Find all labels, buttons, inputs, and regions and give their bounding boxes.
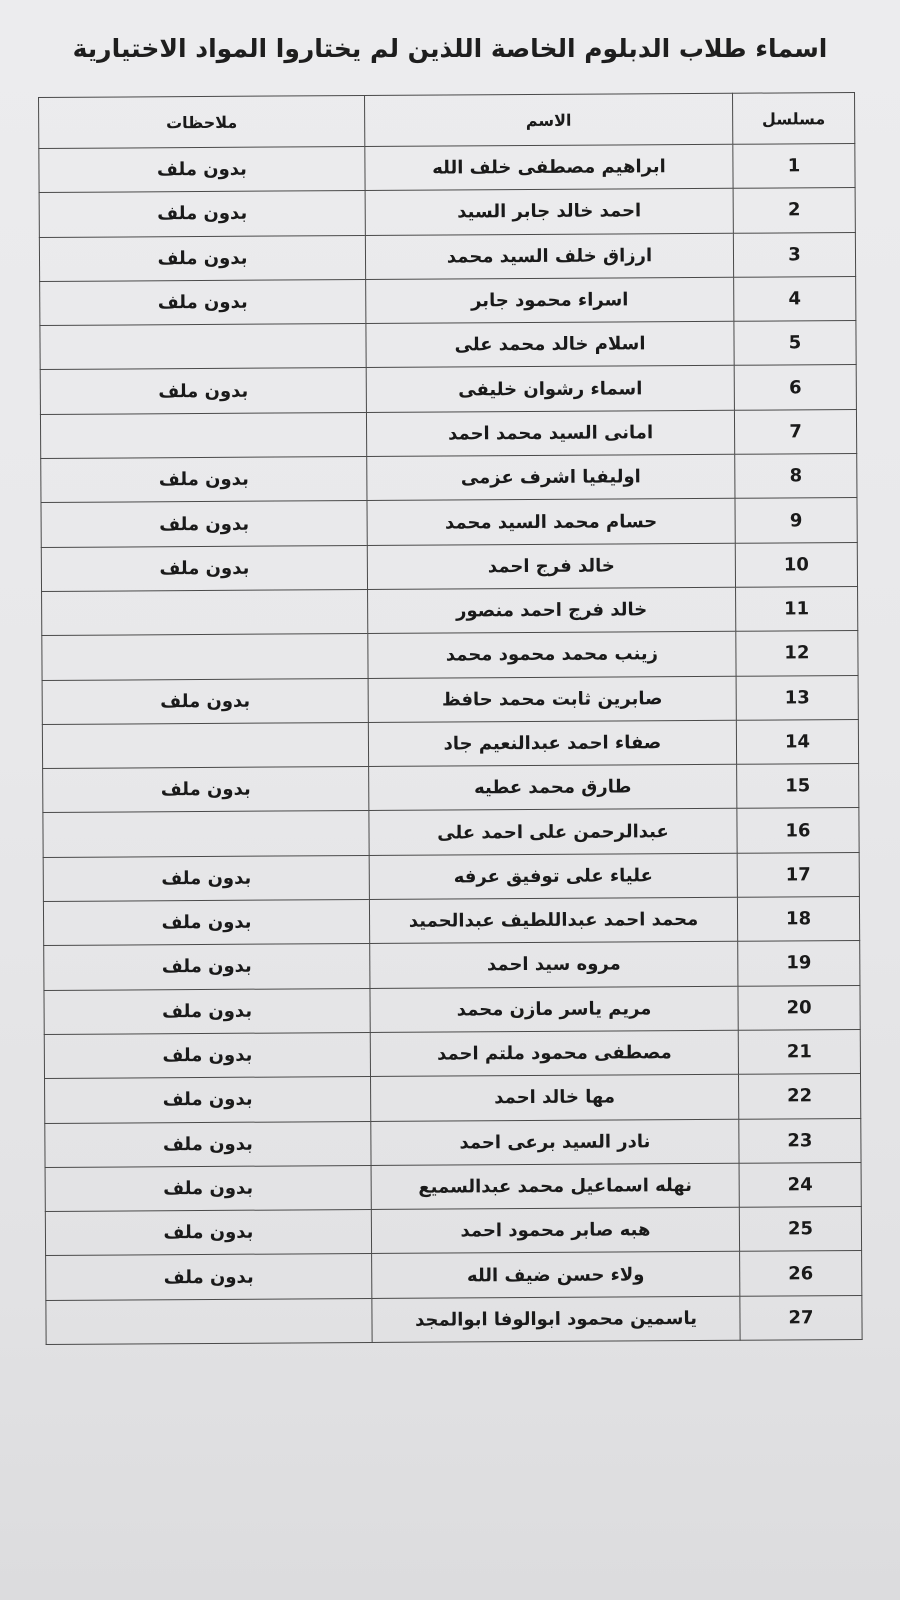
student-name-cell: عبدالرحمن على احمد على: [369, 809, 737, 856]
serial-cell: 19: [738, 941, 860, 986]
notes-cell: [42, 589, 368, 635]
serial-cell: 4: [734, 276, 856, 321]
serial-cell: 17: [737, 852, 859, 897]
table-row: [43, 764, 859, 813]
header-notes: ملاحظات: [39, 95, 365, 148]
table-row: [44, 985, 860, 1034]
notes-cell: بدون ملف: [41, 457, 367, 503]
notes-cell: [42, 634, 368, 680]
student-name-cell: صفاء احمد عبدالنعيم جاد: [368, 720, 736, 767]
student-name-cell: اسلام خالد محمد على: [366, 321, 734, 368]
notes-cell: بدون ملف: [43, 855, 369, 901]
notes-cell: بدون ملف: [43, 767, 369, 813]
serial-cell: 23: [739, 1118, 861, 1163]
serial-cell: 15: [737, 764, 859, 809]
notes-cell: [43, 811, 369, 857]
notes-cell: [42, 722, 368, 768]
serial-cell: 10: [735, 542, 857, 587]
table-row: [42, 631, 858, 680]
serial-cell: 20: [738, 985, 860, 1030]
notes-cell: [40, 412, 366, 458]
student-name-cell: نادر السيد برعى احمد: [371, 1119, 739, 1166]
table-row: [43, 808, 859, 857]
serial-cell: 6: [734, 365, 856, 410]
table-row: [45, 1162, 861, 1211]
serial-cell: 22: [738, 1074, 860, 1119]
students-table: [38, 92, 863, 1345]
table-row: [45, 1118, 861, 1167]
table-row: [39, 188, 855, 237]
table-row: [40, 276, 856, 325]
serial-cell: 13: [736, 675, 858, 720]
table-row: [42, 719, 858, 768]
student-name-cell: ولاء حسن ضيف الله: [372, 1252, 740, 1299]
table-row: [40, 321, 856, 370]
student-name-cell: هبه صابر محمود احمد: [371, 1207, 739, 1254]
serial-cell: 9: [735, 498, 857, 543]
table-header-row: [39, 93, 855, 149]
notes-cell: [40, 324, 366, 370]
table-row: [42, 586, 858, 635]
student-name-cell: ياسمين محمود ابوالوفا ابوالمجد: [372, 1296, 740, 1343]
serial-cell: 27: [740, 1295, 862, 1340]
student-name-cell: زينب محمد محمود محمد: [368, 632, 736, 679]
notes-cell: بدون ملف: [44, 1032, 370, 1078]
notes-cell: بدون ملف: [39, 191, 365, 237]
student-name-cell: اسراء محمود جابر: [366, 277, 734, 324]
serial-cell: 18: [737, 897, 859, 942]
serial-cell: 8: [735, 454, 857, 499]
notes-cell: بدون ملف: [44, 988, 370, 1034]
serial-cell: 21: [738, 1029, 860, 1074]
serial-cell: 14: [736, 719, 858, 764]
table-row: [39, 144, 855, 193]
serial-cell: 25: [739, 1207, 861, 1252]
table-row: [41, 542, 857, 591]
student-name-cell: ابراهيم مصطفى خلف الله: [365, 144, 733, 191]
table-row: [42, 675, 858, 724]
serial-cell: 7: [734, 409, 856, 454]
table-row: [46, 1295, 862, 1344]
serial-cell: 3: [733, 232, 855, 277]
student-name-cell: خالد فرج احمد: [367, 543, 735, 590]
student-name-cell: اوليفيا اشرف عزمى: [367, 454, 735, 501]
student-name-cell: صابرين ثابت محمد حافظ: [368, 676, 736, 723]
notes-cell: بدون ملف: [46, 1254, 372, 1300]
header-serial: مسلسل: [733, 93, 855, 145]
student-name-cell: مريم ياسر مازن محمد: [370, 986, 738, 1033]
notes-cell: بدون ملف: [45, 1210, 371, 1256]
notes-cell: بدون ملف: [43, 900, 369, 946]
table-row: [46, 1251, 862, 1300]
serial-cell: 2: [733, 188, 855, 233]
serial-cell: 11: [736, 586, 858, 631]
notes-cell: بدون ملف: [45, 1077, 371, 1123]
student-name-cell: علياء على توفيق عرفه: [369, 853, 737, 900]
students-table-container: [38, 92, 854, 1340]
table-row: [45, 1074, 861, 1123]
table-row: [43, 897, 859, 946]
notes-cell: [46, 1298, 372, 1344]
table-row: [40, 365, 856, 414]
serial-cell: 16: [737, 808, 859, 853]
student-name-cell: نهله اسماعيل محمد عبدالسميع: [371, 1163, 739, 1210]
table-row: [40, 409, 856, 458]
student-name-cell: مها خالد احمد: [371, 1074, 739, 1121]
serial-cell: 5: [734, 321, 856, 366]
table-row: [43, 852, 859, 901]
serial-cell: 24: [739, 1162, 861, 1207]
notes-cell: بدون ملف: [40, 368, 366, 414]
student-name-cell: مصطفى محمود ملتم احمد: [370, 1030, 738, 1077]
student-name-cell: امانى السيد محمد احمد: [366, 410, 734, 457]
student-name-cell: اسماء رشوان خليفى: [366, 366, 734, 413]
notes-cell: بدون ملف: [45, 1121, 371, 1167]
table-body: [39, 144, 862, 1345]
table-row: [44, 941, 860, 990]
notes-cell: بدون ملف: [40, 279, 366, 325]
student-name-cell: ارزاق خلف السيد محمد: [365, 233, 733, 280]
serial-cell: 1: [733, 144, 855, 189]
notes-cell: بدون ملف: [39, 146, 365, 192]
document-title: اسماء طلاب الدبلوم الخاصة اللذين لم يختاروا المواد الاختيارية: [72, 34, 828, 63]
table-row: [44, 1029, 860, 1078]
student-name-cell: مروه سيد احمد: [370, 942, 738, 989]
serial-cell: 12: [736, 631, 858, 676]
serial-cell: 26: [740, 1251, 862, 1296]
table-row: [39, 232, 855, 281]
student-name-cell: خالد فرج احمد منصور: [368, 587, 736, 634]
notes-cell: بدون ملف: [39, 235, 365, 281]
notes-cell: بدون ملف: [41, 501, 367, 547]
student-name-cell: احمد خالد جابر السيد: [365, 189, 733, 236]
header-name: الاسم: [365, 93, 733, 146]
table-row: [41, 454, 857, 503]
student-name-cell: محمد احمد عبداللطيف عبدالحميد: [369, 897, 737, 944]
table-row: [45, 1207, 861, 1256]
notes-cell: بدون ملف: [41, 545, 367, 591]
student-name-cell: طارق محمد عطيه: [369, 764, 737, 811]
student-name-cell: حسام محمد السيد محمد: [367, 499, 735, 546]
notes-cell: بدون ملف: [45, 1165, 371, 1211]
table-row: [41, 498, 857, 547]
notes-cell: بدون ملف: [44, 944, 370, 990]
notes-cell: بدون ملف: [42, 678, 368, 724]
